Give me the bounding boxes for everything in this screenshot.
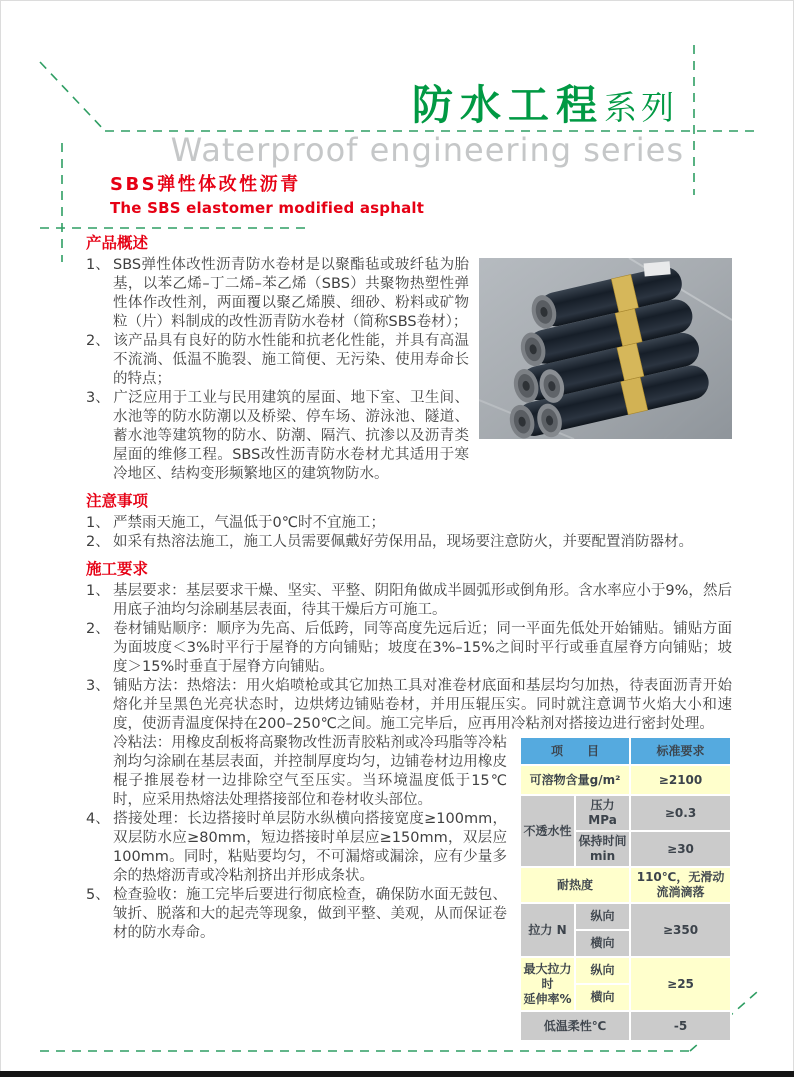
- list-number: 2、: [86, 534, 110, 550]
- spec-elongation-label: [520, 957, 575, 1011]
- overview-item-3-text: 广泛应用于工业与民用建筑的屋面、地下室、卫生间、水池等的防水防潮以及桥梁、停车场、游泳池、隧道、蓄水池等建筑物的防水、防潮、隔汽、抗渗以及沥青类屋面的维修工程。SBS改性沥青防水卷材尤其适用于寒冷地区、结构变形频繁地区的建筑物防水。: [113, 390, 469, 482]
- product-photo: [479, 258, 732, 439]
- list-number: 2、: [86, 333, 110, 349]
- spec-heat-value-line2: 流淌滴落: [656, 885, 705, 899]
- section-heading-construction: 施工要求: [86, 560, 149, 578]
- spec-heat-label: 耐热度: [520, 867, 630, 903]
- construction-item-3: [86, 677, 732, 734]
- notice-item-1-text: 严禁雨天施工，气温低于0℃时不宜施工；: [113, 515, 386, 531]
- section-heading-overview: 产品概述: [86, 234, 149, 252]
- spec-elongation-longitudinal: 纵向: [575, 957, 630, 984]
- notice-item-1: [86, 514, 732, 533]
- table-row: [520, 957, 731, 984]
- spec-tensile-value: ≥350: [630, 903, 731, 957]
- series-title-en: Waterproof engineering series: [170, 131, 684, 169]
- spec-tensile-longitudinal: 纵向: [575, 903, 630, 930]
- list-number: 1、: [86, 583, 110, 599]
- list-number: 1、: [86, 257, 110, 273]
- overview-item-1-text: SBS弹性体改性沥青防水卷材是以聚酯毡或玻纤毡为胎基，以苯乙烯–丁二烯–苯乙烯（SBS）共聚物热塑性弹性体作改性剂，两面覆以聚乙烯膜、细砂、粉料或矿物粒（片）料制成的改性沥青防水卷材（简称SBS卷材）；: [113, 257, 469, 330]
- page-bottom-edge: [0, 1071, 794, 1077]
- construction-item-2: [86, 620, 732, 677]
- spec-elongation-value: ≥25: [630, 957, 731, 1011]
- spec-tensile-label: 拉力 N: [520, 903, 575, 957]
- construction-item-4-text: 搭接处理：长边搭接时单层防水纵横向搭接宽度≥100mm，双层防水应≥80mm，短边搭接时单层应≥150mm，双层应100mm。同时，粘贴要均匀，不可漏熔或漏涂，应有少量多余的热熔沥青或冷粘剂挤出并形成条状。: [113, 811, 507, 884]
- spec-lowtemp-label: 低温柔性℃: [520, 1011, 630, 1041]
- spec-pressure-value: ≥0.3: [630, 795, 731, 831]
- list-number: 4、: [86, 811, 110, 827]
- list-number: 5、: [86, 887, 110, 903]
- table-row: [520, 795, 731, 831]
- spec-table-container: [519, 736, 732, 1042]
- spec-holdtime-label: 保持时间min: [575, 831, 630, 867]
- spec-elongation-transverse: 横向: [575, 984, 630, 1011]
- spec-tensile-transverse: 横向: [575, 930, 630, 957]
- series-title-zh-main: 防水工程: [412, 81, 604, 129]
- table-row: [520, 765, 731, 795]
- notice-item-2-text: 如采有热溶法施工，施工人员需要佩戴好劳保用品，现场要注意防火，并要配置消防器材。: [113, 534, 693, 550]
- product-title-en: The SBS elastomer modified asphalt: [110, 199, 425, 217]
- spec-elongation-label-line1: 最大拉力时: [523, 961, 572, 991]
- series-title-zh-sub: 系列: [604, 88, 678, 127]
- construction-item-5-text: 检查验收：施工完毕后要进行彻底检查，确保防水面无鼓包、皱折、脱落和大的起壳等现象，做到平整、美观，从而保证卷材的防水寿命。: [113, 887, 507, 941]
- main-content: [86, 233, 732, 1050]
- construction-item-3-coldmethod-text: 冷粘法：用橡皮刮板将高聚物改性沥青胶粘剂或冷玛脂等冷粘剂均匀涂刷在基层表面，并控制厚度均匀，边铺卷材边用橡皮棍子推展卷材一边排除空气至压实。当环境温度低于15℃时，应采用热熔法处理搭接部位和卷材收头部位。: [113, 735, 507, 808]
- section-heading-notices: 注意事项: [86, 492, 149, 510]
- series-title-zh: [412, 72, 678, 131]
- spec-impermeability-label: 不透水性: [520, 795, 575, 867]
- list-number: 1、: [86, 515, 110, 531]
- spec-heat-value: [630, 867, 731, 903]
- spec-holdtime-value: ≥30: [630, 831, 731, 867]
- construction-item-1: [86, 582, 732, 620]
- spec-heat-value-line1: 110℃，无滑动: [636, 870, 725, 884]
- construction-item-3-text: 铺贴方法：热熔法：用火焰喷枪或其它加热工具对准卷材底面和基层均匀加热，待表面沥青开始熔化并呈黑色光亮状态时，边烘烤边铺贴卷材，并用压辊压实。同时就注意调节火焰大小和速度，使沥青温度保持在200–250℃之间。施工完毕后，应再用冷粘剂对搭接边进行密封处理。: [113, 678, 732, 732]
- product-title: [110, 170, 424, 217]
- list-number: 2、: [86, 621, 110, 637]
- spec-elongation-label-line2: 延伸率%: [523, 991, 572, 1006]
- table-row: [520, 737, 731, 765]
- spec-table: [519, 736, 732, 1042]
- notice-item-2: [86, 533, 732, 552]
- spec-soluble-value: ≥2100: [630, 765, 731, 795]
- product-title-zh: SBS弹性体改性沥青: [110, 174, 301, 195]
- table-row: [520, 867, 731, 903]
- spec-header-requirement: 标准要求: [630, 737, 731, 765]
- construction-item-1-text: 基层要求：基层要求干燥、坚实、平整、阴阳角做成半圆弧形或倒角形。含水率应小于9%，然后用底子油均匀涂刷基层表面，待其干燥后方可施工。: [113, 583, 732, 618]
- spec-lowtemp-value: -5: [630, 1011, 731, 1041]
- spec-pressure-label: 压力MPa: [575, 795, 630, 831]
- list-number: 3、: [86, 390, 110, 406]
- table-row: [520, 1011, 731, 1041]
- overview-item-2-text: 该产品具有良好的防水性能和抗老化性能，并具有高温不流淌、低温不脆裂、施工简便、无污染、使用寿命长的特点；: [113, 333, 469, 387]
- list-number: 3、: [86, 678, 110, 694]
- spec-header-item: 项 目: [520, 737, 630, 765]
- spec-soluble-label: 可溶物含量g/m²: [520, 765, 630, 795]
- construction-item-2-text: 卷材铺贴顺序：顺序为先高、后低跨，同等高度先远后近；同一平面先低处开始铺贴。铺贴方面为面坡度＜3%时平行于屋脊的方向铺贴；坡度在3%–15%之间时平行或垂直屋脊方向铺贴；坡度＞15%时垂直于屋脊方向铺贴。: [113, 621, 732, 675]
- table-row: [520, 903, 731, 930]
